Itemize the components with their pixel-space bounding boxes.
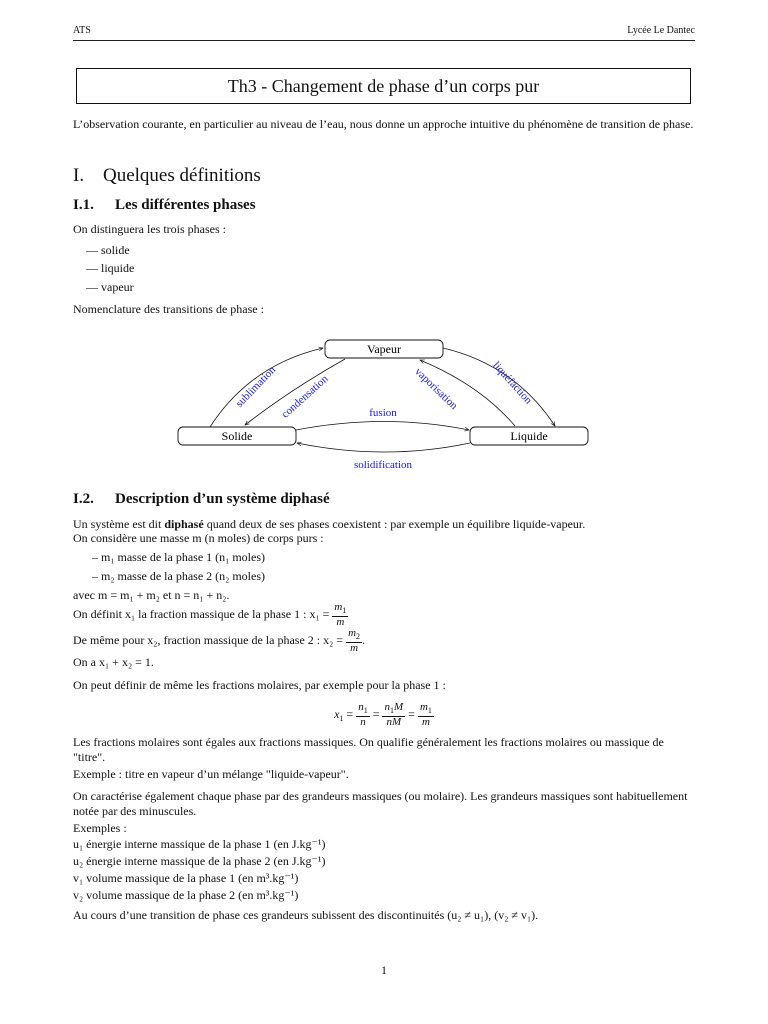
liquefaction-label: liquéfaction (490, 359, 535, 407)
solidification-label: solidification (353, 459, 413, 471)
def-x1-line: On définit x₁ la fraction massique de la phase 1 : x₁ = $\frac{m_1}{m}$ (73, 601, 347, 629)
avec-line: avec m = m₁ + m₂ et n = n₁ + n₂. (73, 588, 230, 602)
title-box (76, 68, 691, 104)
exemples-label: Exemples : (73, 821, 127, 835)
subsection-heading-1 (73, 197, 256, 214)
discontinuites-line: Au cours d’une transition de phase ces grandeurs subissent des discontinuités (u₂ ≠ u₁), (v₂ ≠ v₁). (73, 908, 539, 922)
condensation-label: condensation (279, 372, 331, 421)
solidification-arrow (297, 443, 470, 452)
fusion-arrow (296, 422, 469, 431)
page-title: Th3 - Changement de phase d’un corps pur (227, 75, 540, 96)
diphase-paragraph: Un système est dit diphasé quand deux de ses phases coexistent : par exemple un équilibre liquide-vapeur. (73, 517, 586, 531)
list-item: — solide (86, 243, 130, 257)
list-item: – m₂ masse de la phase 2 (n₂ moles) (92, 569, 265, 583)
nomenclature-text: Nomenclature des transitions de phase : (73, 302, 264, 316)
fraction-m2-m: $\frac{m_2}{m}$ (348, 627, 361, 655)
v1-line: v₁ volume massique de la phase 1 (en m³.kg⁻¹) (73, 871, 299, 885)
v2-line: v₂ volume massique de la phase 2 (en m³.kg⁻¹) (73, 888, 299, 902)
u2-line: u₂ énergie interne massique de la phase 2 (en J.kg⁻¹) (73, 854, 326, 868)
section-title: Quelques définitions (103, 165, 261, 186)
header-right: Lycée Le Dantec (627, 25, 695, 36)
subsection-number: I.1. (73, 197, 94, 213)
section-heading-1 (73, 165, 261, 187)
solide-label: Solide (221, 429, 253, 443)
intro-paragraph: L’observation courante, en particulier au niveau de l’eau, nous donne un approche intuitive du phénomène de transition de phase. (73, 117, 694, 131)
header-rule (73, 40, 695, 41)
phase-diagram (170, 335, 600, 475)
subsection-heading-2 (73, 491, 330, 508)
subsection-number: I.2. (73, 491, 94, 507)
condensation-arrow (245, 359, 345, 425)
phases-intro: On distinguera les trois phases : (73, 222, 226, 236)
molar-equation: $x_1$ = $\frac{n_1}{n}$ = $\frac{n_1M}{nM}$ = $\frac{m_1}{m}$ (334, 701, 432, 729)
egales-paragraph: Les fractions molaires sont égales aux fractions massiques. On qualifie généralement les fractions molaires ou massique de "titre". (73, 735, 664, 764)
molaires-line: On peut définir de même les fractions molaires, par exemple pour la phase 1 : (73, 678, 446, 692)
sublimation-label: sublimation (233, 364, 279, 410)
liquide-label: Liquide (510, 429, 548, 443)
masse-line: On considère une masse m (n moles) de corps purs : (73, 531, 324, 545)
diphase-keyword: diphasé (164, 517, 204, 531)
section-number: I. (73, 165, 85, 186)
page-number: 1 (381, 963, 387, 977)
vaporisation-label: vaporisation (412, 365, 460, 413)
caracterise-paragraph: On caractérise également chaque phase par des grandeurs massiques (ou molaire). Les grandeurs massiques sont habituellement notée par des minuscules. (73, 789, 688, 818)
subsection-title: Les différentes phases (115, 197, 256, 213)
vapeur-label: Vapeur (367, 342, 401, 356)
def-x2-line: De même pour x₂, fraction massique de la phase 2 : x₂ = $\frac{m_2}{m}$ . (73, 627, 366, 655)
fusion-label: fusion (369, 407, 397, 419)
header-left: ATS (73, 25, 91, 36)
list-item: — vapeur (86, 280, 134, 294)
list-item: — liquide (86, 261, 135, 275)
list-item: – m₁ masse de la phase 1 (n₁ moles) (92, 550, 265, 564)
exemple-titre: Exemple : titre en vapeur d’un mélange "liquide-vapeur". (73, 767, 349, 781)
sum-line: On a x₁ + x₂ = 1. (73, 655, 154, 669)
subsection-title: Description d’un système diphasé (115, 491, 330, 507)
u1-line: u₁ énergie interne massique de la phase 1 (en J.kg⁻¹) (73, 837, 326, 851)
fraction-m1-m: $\frac{m_1}{m}$ (334, 601, 347, 629)
